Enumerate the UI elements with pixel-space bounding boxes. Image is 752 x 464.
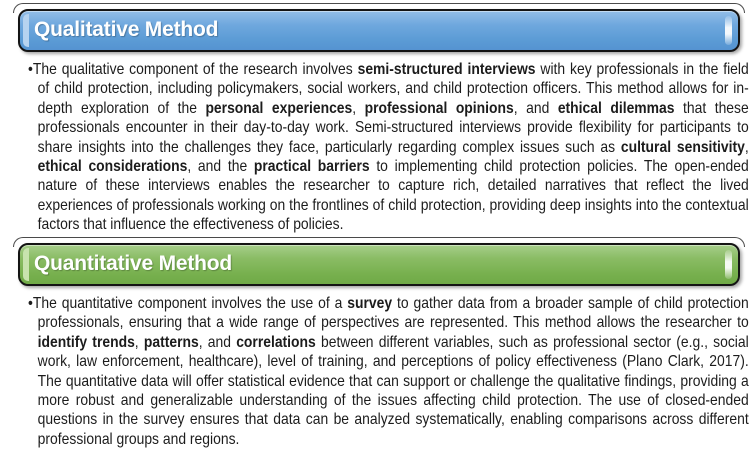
quantitative-body <box>28 294 749 462</box>
quantitative-paragraph-text: The quantitative component involves the use of a survey to gather data from a broader sample of child protection professionals, ensuring that a wide range of perspectives are represented. This method allows the researcher to identify trends, patterns, and correlations between different variables, such as professional sector (e.g., social work, law enforcement, healthcare), level of training, and perceptions of policy effectiveness (Plano Clark, 2017). The quantitative data will offer statistical evidence that can support or challenge the qualitative findings, providing a more robust and generalizable understanding of the issues affecting child protection. The use of closed-ended questions in the survey ensures that data can be analyzed systematically, enabling comparisons across different professional groups and regions. <box>32 295 749 448</box>
qualitative-paragraph <box>28 60 749 235</box>
qualitative-header-banner <box>18 9 740 52</box>
quantitative-header-banner <box>18 243 740 286</box>
quantitative-title: Quantitative Method <box>34 252 233 275</box>
quantitative-paragraph <box>28 294 749 449</box>
banner-right-gloss <box>725 16 732 45</box>
qualitative-body <box>28 60 749 239</box>
banner-right-gloss <box>725 250 732 279</box>
qualitative-paragraph-text: The qualitative component of the research involves semi-structured interviews with key professionals in the field of child protection, including policymakers, social workers, and child protection officers. This method allows for in-depth exploration of the personal experiences, professional opinions, and ethical dilemmas that these professionals encounter in their day-to-day work. Semi-structured interviews provide flexibility for participants to share insights into the challenges they face, particularly regarding complex issues such as cultural sensitivity, ethical considerations, and the practical barriers to implementing child protection policies. The open-ended nature of these interviews enables the researcher to capture rich, detailed narratives that reflect the lived experiences of professionals working on the frontlines of child protection, providing deep insights into the contextual factors that influence the effectiveness of policies. <box>32 61 749 234</box>
bullet-marker: • <box>28 295 33 312</box>
banner-left-accent <box>23 14 29 47</box>
banner-left-accent <box>23 248 29 281</box>
bullet-marker: • <box>28 61 33 78</box>
qualitative-title: Qualitative Method <box>34 18 219 41</box>
